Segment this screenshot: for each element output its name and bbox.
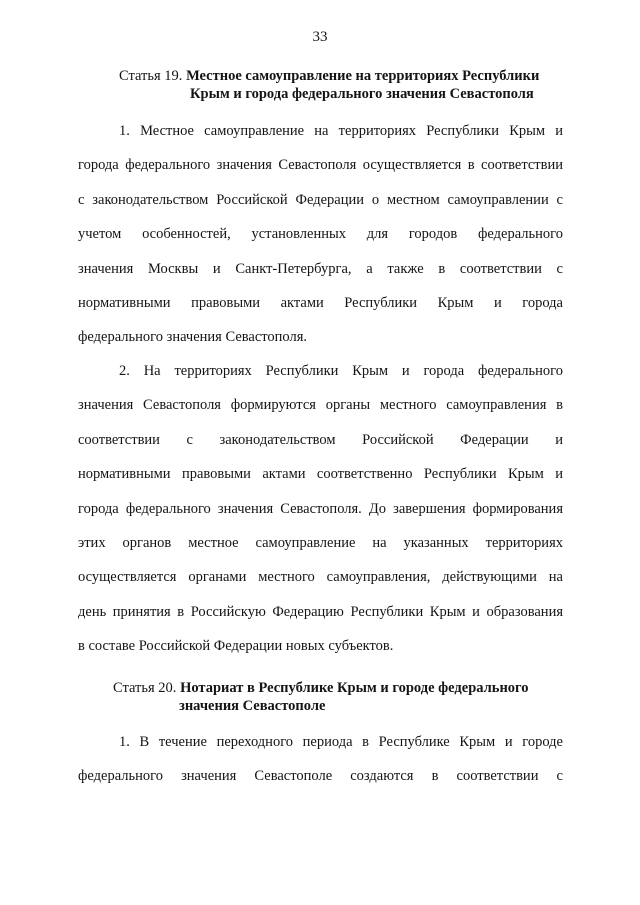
paragraph-line: значения Москвы и Санкт-Петербурга, а также в соответствии с — [78, 260, 563, 277]
paragraph-line: осуществляется органами местного самоуправления, действующими на — [78, 569, 563, 586]
article-20-paragraph-1 — [78, 725, 563, 794]
paragraph-line: города федерального значения Севастополя. До завершения формирования — [78, 500, 563, 517]
paragraph-line: 1. Местное самоуправление на территориях Республики Крым и — [119, 123, 563, 139]
paragraph-line: города федерального значения Севастополя осуществляется в соответствии — [78, 157, 563, 174]
article-19-title-line2: Крым и города федерального значения Севастополя — [190, 86, 534, 102]
paragraph-line: этих органов местное самоуправление на указанных территориях — [78, 534, 563, 551]
paragraph-line: учетом особенностей, установленных для городов федерального — [78, 226, 563, 243]
article-19-label: Статья 19. — [119, 68, 187, 84]
article-20-label: Статья 20. — [113, 680, 181, 696]
page-number: 33 — [312, 29, 328, 45]
article-19-paragraph-1 — [78, 114, 563, 355]
article-20-title-line2: значения Севастополе — [179, 698, 326, 714]
article-19-paragraph-2 — [78, 354, 563, 664]
article-19-heading — [119, 67, 539, 103]
article-20-heading — [113, 679, 529, 715]
article-19-title-line1: Местное самоуправление на территориях Республики — [186, 68, 540, 84]
paragraph-line: соответствии с законодательством Российской Федерации и — [78, 431, 563, 448]
paragraph-line: день принятия в Российскую Федерацию Республики Крым и образования — [78, 603, 563, 620]
paragraph-line: нормативными правовыми актами соответственно Республики Крым и — [78, 466, 563, 483]
paragraph-line: 1. В течение переходного периода в Республике Крым и городе — [119, 734, 563, 750]
paragraph-line: федерального значения Севастополя. — [78, 329, 308, 346]
paragraph-line: федерального значения Севастополе создаются в соответствии с — [78, 768, 563, 785]
paragraph-line: с законодательством Российской Федерации о местном самоуправлении с — [78, 191, 563, 208]
paragraph-line: 2. На территориях Республики Крым и города федерального — [119, 363, 563, 379]
paragraph-line: в составе Российской Федерации новых субъектов. — [78, 638, 394, 655]
article-20-title-line1: Нотариат в Республике Крым и городе федерального — [180, 680, 529, 696]
paragraph-line: нормативными правовыми актами Республики Крым и города — [78, 294, 563, 311]
paragraph-line: значения Севастополя формируются органы местного самоуправления в — [78, 397, 563, 414]
